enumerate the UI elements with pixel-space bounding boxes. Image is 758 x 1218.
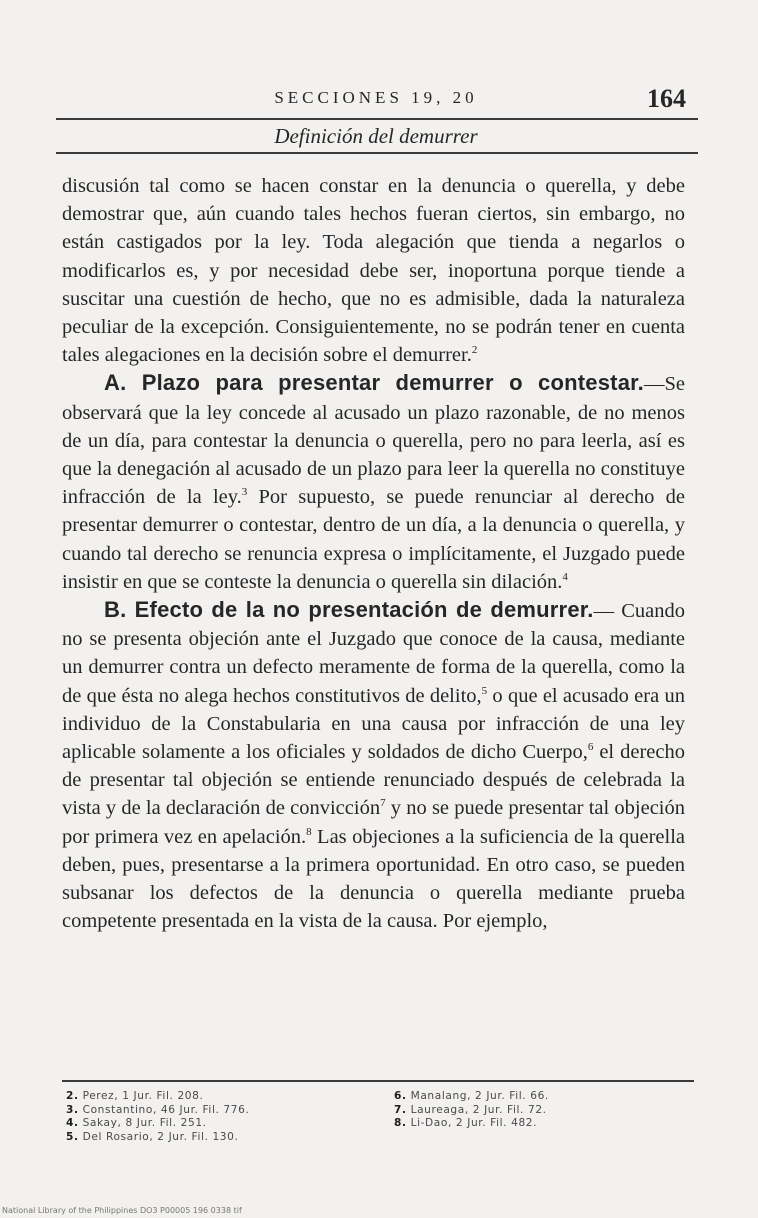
footnote-ref: 2 xyxy=(471,344,478,357)
paragraph-section-b: B. Efecto de la no presentación de demurrer.— Cuando no se presenta objeción ante el Juzgado que conoce de la causa, mediante un demurrer contra un defecto meramente de forma de la querella, como la de que ésta no alega hechos constitutivos de delito,$^5$ o que el acusado era un individuo de la Constabularia en una causa por infracción de una ley aplicable solamente a los oficiales y soldados de dicho Cuerpo,$^6$ el derecho de presentar tal objeción se entiende renunciado después de celebrada la vista y de la declaración de convicción$^7$ y no se puede presentar tal objeción por primera vez en apelación.$^8$ Las objeciones a la suficiencia de la querella deben, pues, presentarse a la primera oportunidad. En otro caso, se pueden subsanar los defectos de la denuncia o querella mediante prueba competente presentada en la vista de la causa. Por ejemplo, xyxy=(62,597,685,933)
footnote: 3. Constantino, 46 Jur. Fil. 776. xyxy=(66,1103,250,1116)
footnote: 7. Laureaga, 2 Jur. Fil. 72. xyxy=(394,1103,547,1116)
footnote-ref: 5 xyxy=(481,684,488,697)
running-head xyxy=(56,86,696,114)
footnotes-right-column xyxy=(394,1090,549,1131)
footnote-ref: 7 xyxy=(380,797,386,810)
page-number: 164 xyxy=(647,84,686,113)
footnote-rule xyxy=(62,1080,694,1082)
section-a-heading: A. Plazo para presentar demurrer o contestar. xyxy=(104,370,644,396)
scan-label: National Library of the Philippines DO3 P00005 196 0338 tif xyxy=(2,1206,242,1215)
footnote-ref: 8 xyxy=(306,825,312,838)
footnote: 5. Del Rosario, 2 Jur. Fil. 130. xyxy=(66,1130,239,1143)
footnote: 6. Manalang, 2 Jur. Fil. 66. xyxy=(394,1090,549,1102)
footnote: 4. Sakay, 8 Jur. Fil. 251. xyxy=(66,1117,207,1129)
body-text xyxy=(62,172,685,935)
footnote-ref: 4 xyxy=(562,571,568,584)
paragraph-continuation: discusión tal como se hacen constar en la denuncia o querella, y debe demostrar que, aún cuando tales hechos fueran ciertos, sin embargo, no están castigados por la ley. Toda alegación que tienda a negarlos o modificarlos es, y por necesidad debe ser, inoportuna porque tiende a suscitar una cuestión de hecho, que no es admisible, dada la naturaleza peculiar de la excepción. Consiguientemente, no se podrán tener en cuenta tales alegaciones en la decisión sobre el demurrer.$^2$ xyxy=(62,175,685,367)
section-title: SECCIONES 19, 20 xyxy=(274,88,478,107)
page-subheading: Definición del demurrer xyxy=(274,124,478,148)
footnote-ref: 6 xyxy=(587,741,594,754)
header-rule-top xyxy=(56,118,698,120)
footnote: 8. Li-Dao, 2 Jur. Fil. 482. xyxy=(394,1117,538,1129)
section-b-heading: B. Efecto de la no presentación de demurrer. xyxy=(104,597,594,623)
header-rule-bottom xyxy=(56,152,698,154)
footnotes-left-column xyxy=(66,1090,249,1144)
footnote-ref: 3 xyxy=(241,486,248,499)
paragraph-section-a: A. Plazo para presentar demurrer o contestar.—Se observará que la ley concede al acusado un plazo razonable, de no menos de un día, para contestar la denuncia o querella, pero no para leerla, así es que la denegación al acusado de un plazo para leer la querella no constituye infracción de la ley.$^3$ Por supuesto, se puede renunciar al derecho de presentar demurrer o contestar, dentro de un día, a la denuncia o querella, y cuando tal derecho se renuncia expresa o implícitamente, el Juzgado puede insistir en que se conteste la denuncia o querella sin dilación.$^4$ xyxy=(62,370,685,593)
footnote: 2. Perez, 1 Jur. Fil. 208. xyxy=(66,1090,204,1102)
